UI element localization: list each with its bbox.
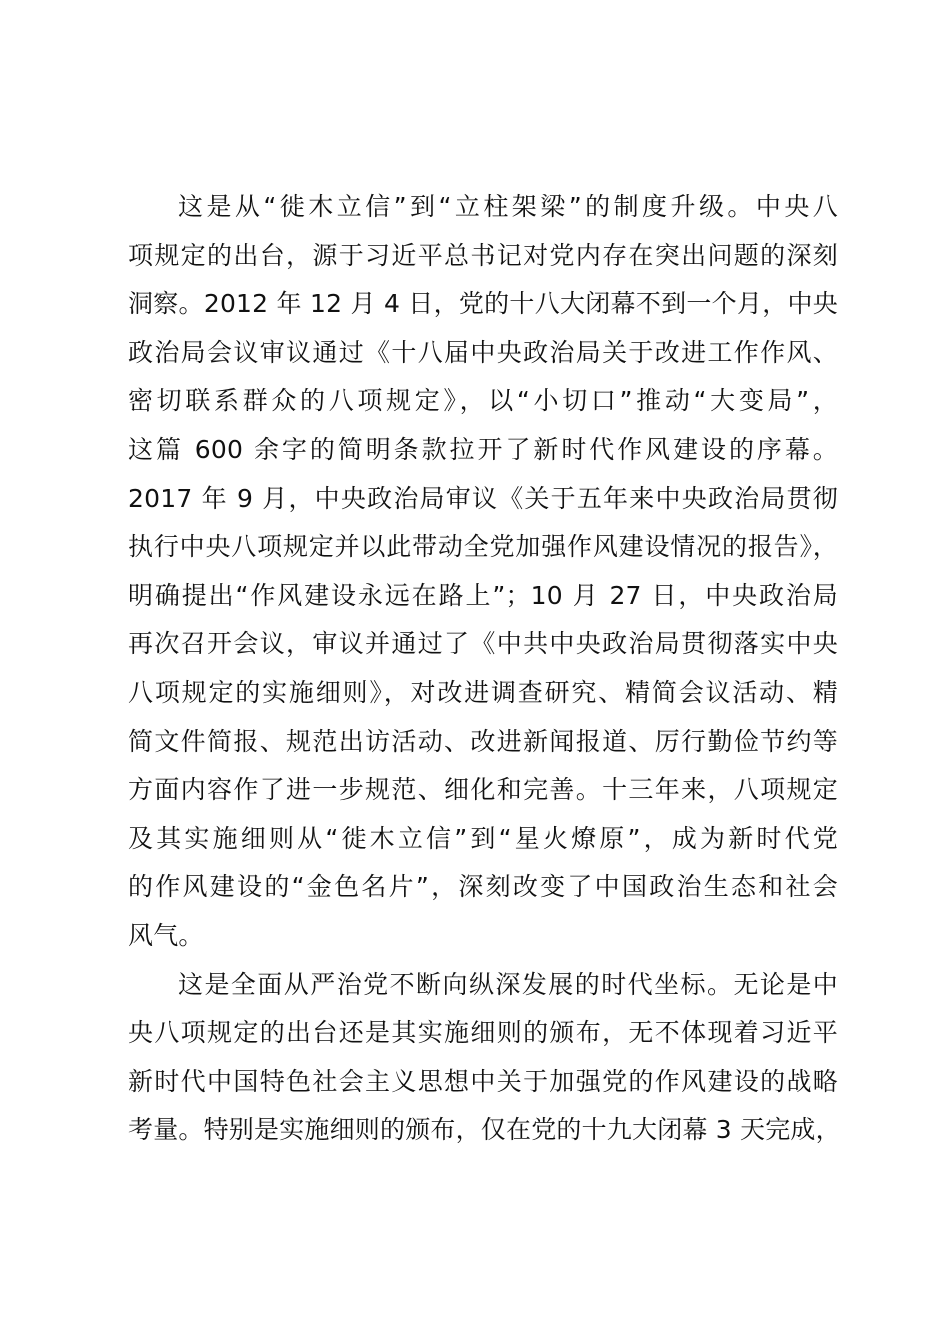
- text-line: 2017 年 9 月，中央政治局审议《关于五年来中央政治局贯彻: [128, 483, 838, 513]
- text-line: 再次召开会议，审议并通过了《中共中央政治局贯彻落实中央: [128, 629, 838, 659]
- paragraph: [128, 183, 838, 961]
- document-body: [128, 183, 841, 1155]
- text-line: 风气。: [128, 920, 204, 950]
- text-line: 方面内容作了进一步规范、细化和完善。十三年来，八项规定: [128, 775, 838, 805]
- text-line: 这篇 600 余字的简明条款拉开了新时代作风建设的序幕。: [128, 434, 838, 464]
- text-line: 明确提出“作风建设永远在路上”；10 月 27 日，中央政治局: [128, 580, 838, 610]
- text-line: 执行中央八项规定并以此带动全党加强作风建设情况的报告》，: [128, 532, 838, 562]
- text-line: 的作风建设的“金色名片”，深刻改变了中国政治生态和社会: [128, 872, 838, 902]
- text-line: 八项规定的实施细则》，对改进调查研究、精简会议活动、精: [128, 677, 838, 707]
- text-line: 政治局会议审议通过《十八届中央政治局关于改进工作作风、: [128, 337, 838, 367]
- text-line: 考量。特别是实施细则的颁布，仅在党的十九大闭幕 3 天完成，: [128, 1115, 841, 1145]
- text-line: 洞察。2012 年 12 月 4 日，党的十八大闭幕不到一个月，中央: [128, 289, 838, 319]
- text-line: 这是从“徙木立信”到“立柱架梁”的制度升级。中央八: [178, 192, 838, 221]
- text-line: 央八项规定的出台还是其实施细则的颁布，无不体现着习近平: [128, 1018, 838, 1048]
- text-line: 项规定的出台，源于习近平总书记对党内存在突出问题的深刻: [128, 240, 838, 270]
- text-line: 新时代中国特色社会主义思想中关于加强党的作风建设的战略: [128, 1066, 838, 1096]
- paragraph: [128, 961, 841, 1155]
- text-line: 这是全面从严治党不断向纵深发展的时代坐标。无论是中: [178, 969, 838, 999]
- text-line: 及其实施细则从“徙木立信”到“星火燎原”，成为新时代党: [128, 823, 838, 853]
- text-line: 简文件简报、规范出访活动、改进新闻报道、厉行勤俭节约等: [128, 726, 838, 756]
- text-line: 密切联系群众的八项规定》，以“小切口”推动“大变局”，: [128, 386, 838, 416]
